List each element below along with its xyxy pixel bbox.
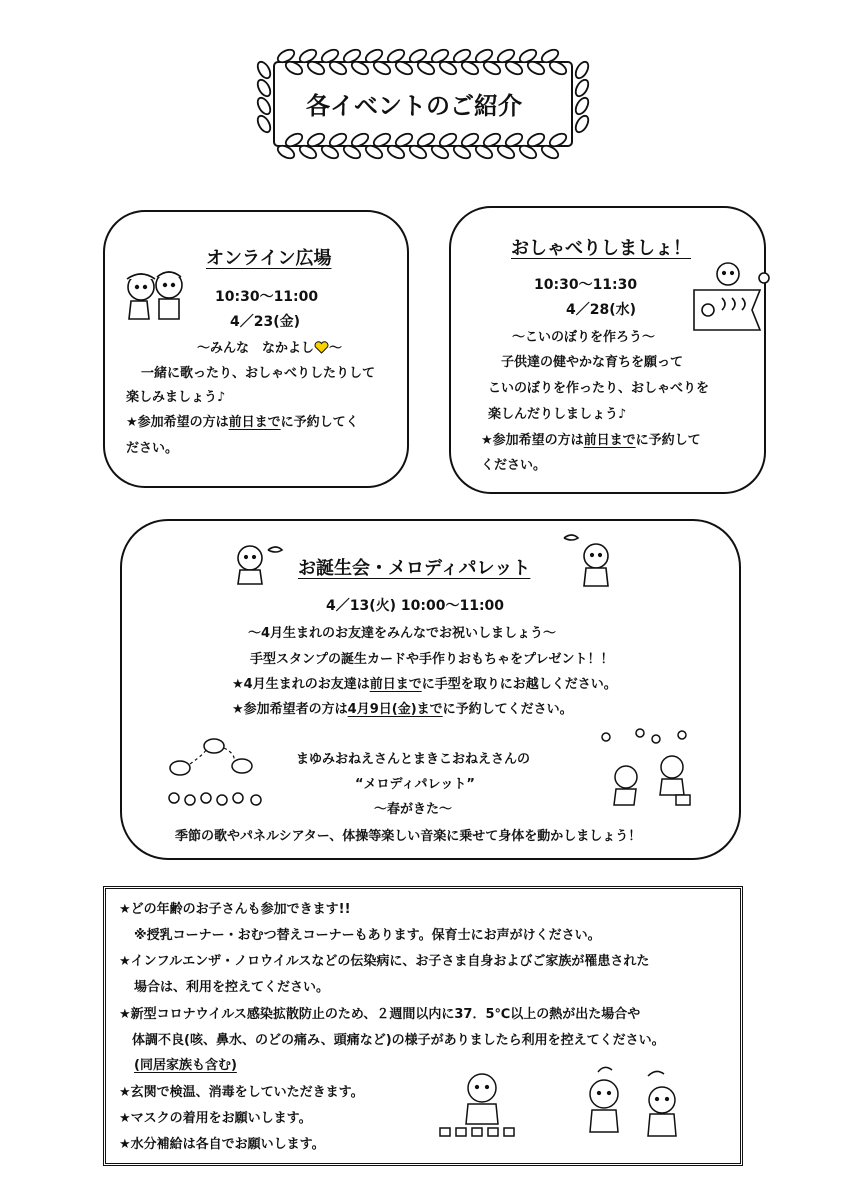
leaf-shape (573, 114, 591, 135)
child-with-bird-illustration (222, 534, 288, 588)
leaf-shape (573, 78, 591, 99)
carp-streamer-illustration (688, 258, 774, 344)
oshaberi-desc-line3: 楽しんだりしましょう♪ (488, 407, 627, 422)
oshaberi-title: おしゃべりしましょ！ (511, 238, 691, 259)
children-walking-illustration (568, 1062, 696, 1146)
online-reserve-line1: ★参加希望の方は前日までに予約してく (126, 415, 359, 430)
melody-line3: 〜春がきた〜 (374, 802, 453, 817)
notice-line: ※授乳コーナー・おむつ替えコーナーもあります。保育士にお声がけください。 (134, 928, 601, 943)
online-desc-line2: 楽しみましょう♪ (126, 390, 226, 405)
notice-line: ★新型コロナウイルス感染拡散防止のため、２週間以内に37．5℃以上の熱が出た場合や (119, 1007, 641, 1022)
oshaberi-reserve-line2: ください。 (481, 458, 547, 473)
online-theme: 〜みんな なかよし 〜 (197, 341, 343, 356)
melody-line2: “メロディパレット” (355, 777, 475, 792)
leaf-shape (255, 78, 273, 99)
melody-desc: 季節の歌やパネルシアター、体操等楽しい音楽に乗せて身体を動かしましょう！ (175, 829, 642, 844)
oshaberi-desc-line2: こいのぼりを作ったり、おしゃべりを (488, 381, 710, 396)
notice-line: (同居家族も含む) (134, 1058, 237, 1073)
melody-line1: まゆみおねえさんとまきこおねえさんの (296, 752, 531, 767)
leaf-shape (573, 96, 591, 117)
online-time: 10:30〜11:00 (215, 289, 319, 305)
birthday-datetime: 4／13(火) 10:00〜11:00 (326, 598, 505, 614)
birthday-theme: 〜4月生まれのお友達をみんなでお祝いしましょう〜 (248, 626, 557, 641)
notice-line: ★インフルエンザ・ノロウイルスなどの伝染病に、お子さま自身およびご家族が罹患された (119, 954, 650, 969)
leaf-shape (573, 60, 591, 81)
oshaberi-theme: 〜こいのぼりを作ろう〜 (512, 330, 656, 345)
oshaberi-time: 10:30〜11:30 (534, 277, 638, 293)
leaf-shape (255, 96, 273, 117)
notice-line: ★マスクの着用をお願いします。 (119, 1111, 312, 1126)
boy-with-blocks-illustration (432, 1066, 532, 1144)
heart-icon (314, 341, 329, 354)
leaf-shape (255, 60, 273, 81)
oshaberi-desc-line1: 子供達の健やかな育ちを願って (501, 355, 684, 370)
birthday-title: お誕生会・メロディパレット (298, 558, 531, 579)
oshaberi-date: 4／28(水) (566, 302, 637, 318)
birthday-note1: ★4月生まれのお友達は前日までに手型を取りにお越しください。 (232, 677, 617, 692)
notice-line: ★玄関で検温、消毒をしていただきます。 (119, 1085, 364, 1100)
online-title: オンライン広場 (206, 248, 332, 269)
children-playing-illustration (586, 725, 702, 811)
notice-line: 体調不良(咳、鼻水、のどの痛み、頭痛など)の様子がありましたら利用を控えてください。 (132, 1033, 665, 1048)
leaf-shape (255, 114, 273, 135)
child-with-bird-illustration-right (560, 530, 626, 596)
online-reserve-line2: ださい。 (126, 441, 179, 456)
online-desc-line1: 一緒に歌ったり、おしゃべりしたりして (141, 366, 376, 381)
online-date: 4／23(金) (230, 314, 301, 330)
notice-line: ★水分補給は各自でお願いします。 (119, 1137, 325, 1152)
birthday-desc: 手型スタンプの誕生カードや手作りおもちゃをプレゼント！！ (250, 652, 614, 667)
notice-line: 場合は、利用を控えてください。 (134, 980, 330, 995)
children-illustration (117, 265, 197, 327)
notice-line: ★どの年齢のお子さんも参加できます!! (119, 902, 351, 917)
birthday-note2: ★参加希望者の方は4月9日(金)までに予約してください。 (232, 702, 573, 717)
bees-and-flowers-illustration (160, 734, 280, 810)
oshaberi-reserve-line1: ★参加希望の方は前日までに予約して (481, 433, 701, 448)
page-title: 各イベントのご紹介 (306, 92, 522, 120)
